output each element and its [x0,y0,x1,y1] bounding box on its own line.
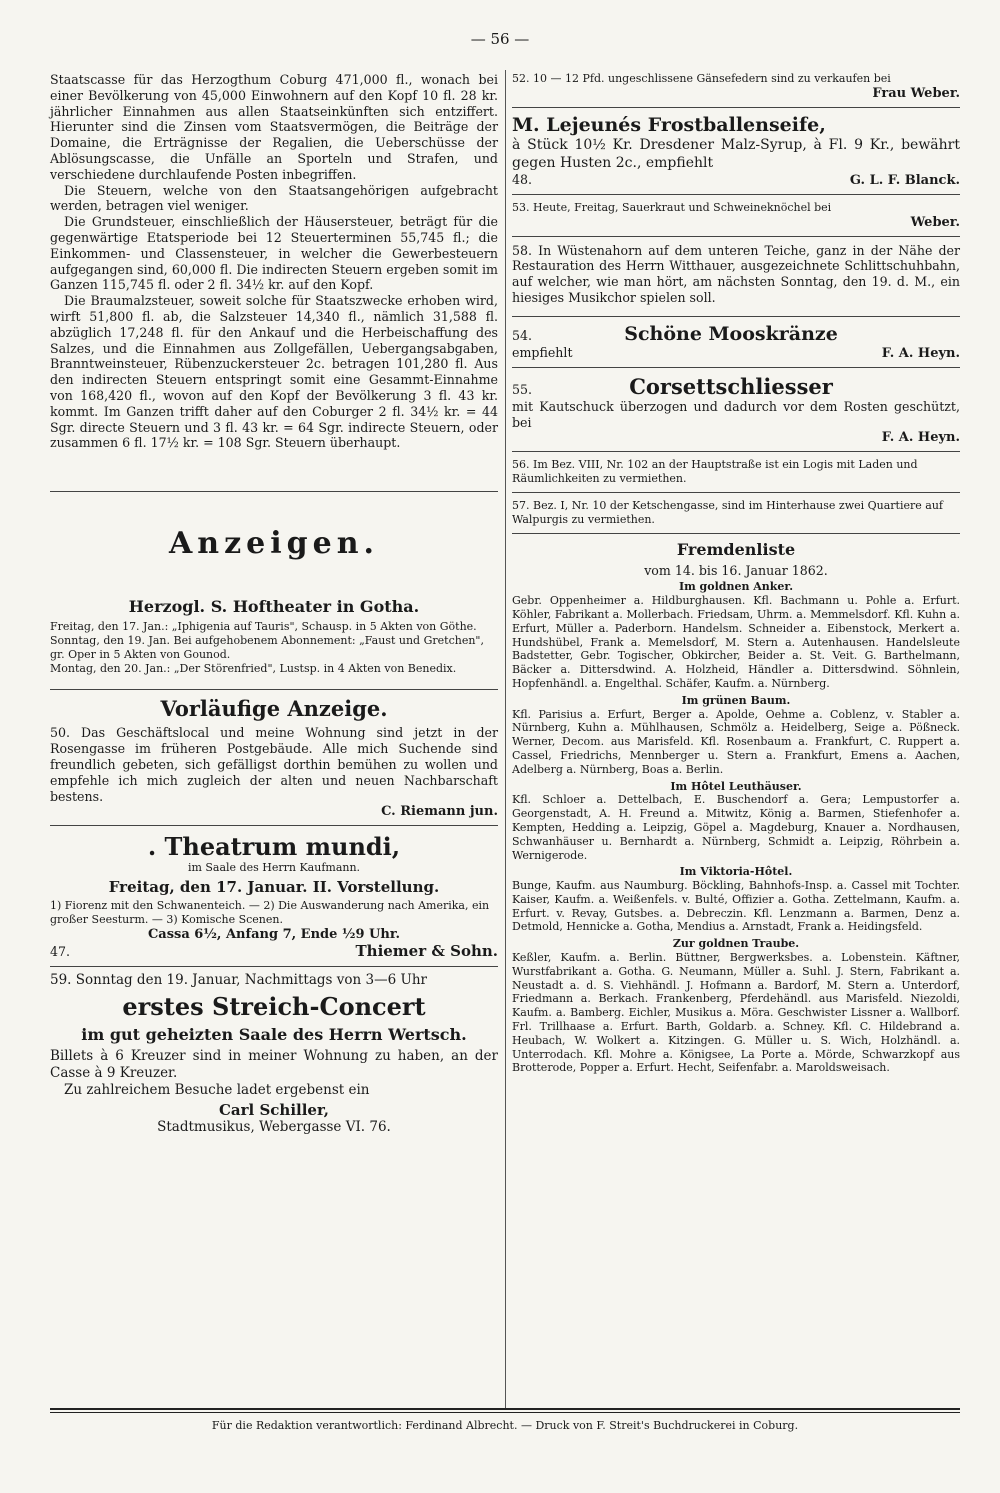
hotel-heading: Im Viktoria-Hôtel. [679,865,793,879]
divider [50,825,498,826]
ad-54-number: 54. [512,327,533,343]
ad-48-text: à Stück 10½ Kr. Dresdener Malz-Syrup, à Fl. 9 Kr., bewährt gegen Husten 2c., empfiehlt [512,136,960,171]
ad-50-signature: C. Riemann jun. [381,804,498,820]
theatrum-mundi-cassa: Cassa 6½, Anfang 7, Ende ½9 Uhr. [147,926,401,942]
ad-48-title: M. Lejeunés Frostballenseife, [512,113,826,136]
right-column [512,72,960,1075]
page-number: — 56 — [470,30,530,48]
divider [512,236,960,237]
ad-47-number: 47. [50,943,71,959]
hotel-guest-list: Bunge, Kaufm. aus Naumburg. Böckling, Bahnhofs-Insp. a. Cassel mit Tochter. Kaiser, Kaufm. a. Weißenfels. v. Bulté, Offizier a. Gotha. Zettelmann, Kaufm. a. Erfurt. v. Revay, Gutsbes. a. Debreczin. Kfl. Lenzmann a. Barmen, Denz a. Detmold, Hennicke a. Gotha, Mendius a. Arnstadt, Frank a. Heidingsfeld. [512,879,960,934]
ad-55-number: 55. [512,381,533,397]
ad-48-signature: G. L. F. Blanck. [849,172,960,188]
divider [512,194,960,195]
article-paragraph-4: Die Braumalzsteuer, soweit solche für Staatszwecke erhoben wird, wirft 51,800 fl. ab, die Salzsteuer 14,340 fl., nämlich 31,588 fl. abzüglich 17,248 fl. für den Ankauf und die Herbeischaffung des Salzes, und die Einnahmen aus Zollgefällen, Uebergangsabgaben, Branntweinsteuer, Rübenzuckersteuer 2c. betragen 101,280 fl. Aus den indirecten Steuern entspringt somit eine Gesammt-Einnahme von 168,420 fl., wovon auf den Kopf der Bevölkerung 3 fl. 43 kr. kommt. Im Ganzen trifft daher auf den Coburger 2 fl. 34½ kr. = 44 Sgr. directe Steuern und 3 fl. 43 kr. = 64 Sgr. indirecte Steuern, oder zusammen 6 fl. 17½ kr. = 108 Sgr. Steuern überhaupt. [50,293,498,451]
theatrum-mundi-signature: Thiemer & Sohn. [355,941,498,960]
hotel-heading: Im Hôtel Leuthäuser. [670,779,802,793]
divider [512,367,960,368]
divider [50,491,498,492]
footer-rule [50,1412,960,1413]
ad-54-signature: F. A. Heyn. [881,345,960,361]
divider [512,533,960,534]
left-column [50,72,498,1135]
ad-54-title: Schöne Mooskränze [624,322,838,345]
column-divider [505,70,506,1410]
ad-48-number: 48. [512,171,533,187]
divider [50,689,498,690]
ad-52-signature: Frau Weber. [872,85,960,101]
anzeigen-heading: Anzeigen. [169,526,379,562]
hotel-guest-list: Kfl. Parisius a. Erfurt, Berger a. Apolde, Oehme a. Coblenz, v. Stabler a. Nürnberg, Kuhn a. Mühlhausen, Schmölz a. Heidelberg, Seige a. Pößneck. Werner, Decom. aus Marisfeld. Kfl. Rosenbaum a. Frankfurt, C. Ruppert a. Cassel, Friedrichs, Mennberger u. Stern a. Frankfurt, Emens a. Aachen, Adelberg a. Nürnberg, Boas a. Berlin. [512,707,960,776]
concert-signature: Carl Schiller, [218,1101,330,1120]
ad-55-title: Corsettschliesser [629,373,833,399]
page-footer [50,1408,960,1432]
article-paragraph-1: Staatscasse für das Herzogthum Coburg 471,000 fl., wonach bei einer Bevölkerung von 45,000 Einwohnern auf den Kopf 10 fl. 28 kr. jährlicher Einnahmen aus allen Staatseinkünften sich entziffert. Hierunter sind die Zinsen vom Staatsvermögen, die Beiträge der Domaine, die Erträgnisse der Regalien, die Ueberschüsse der Ablösungscasse, die Unfälle an Sporteln und Strafen, und verschiedene durchlaufende Posten inbegriffen. [50,72,498,182]
theater-line: Freitag, den 17. Jan.: „Iphigenia auf Tauris", Schausp. in 5 Akten von Göthe. [50,620,477,634]
hotel-guest-list: Kfl. Schloer a. Dettelbach, E. Buschendorf a. Gera; Lempustorfer a. Georgenstadt, A. H. Freund a. Mitwitz, König a. Barmen, Stiefenhofer a. Kempten, Hedding a. Leipzig, Göpel a. Magdeburg, Knauer a. Nordhausen, Schwanhäuser u. Bernhardt a. Nürnberg, Schmidt a. Leipzig, Röhrbein a. Wernigerode. [512,793,960,862]
concert-tickets: Billets à 6 Kreuzer sind in meiner Wohnung zu haben, an der Casse à 9 Kreuzer. [50,1048,498,1082]
theatrum-mundi-venue: im Saale des Herrn Kaufmann. [187,861,361,875]
ad-53-signature: Weber. [910,214,960,230]
hotel-heading: Zur goldnen Traube. [672,937,800,951]
imprint-line: Für die Redaktion verantwortlich: Ferdinand Albrecht. — Druck von F. Streit's Buchdruckerei in Coburg. [211,1419,799,1432]
divider [50,966,498,967]
divider [512,451,960,452]
theatrum-mundi-title: . Theatrum mundi, [147,832,401,862]
hotel-heading: Im goldnen Anker. [678,580,794,594]
footer-rule [50,1408,960,1410]
theatrum-mundi-program: 1) Fiorenz mit den Schwanenteich. — 2) Die Auswanderung nach Amerika, ein großer Seesturm. — 3) Komische Scenen. [50,899,490,926]
ad-57-text: 57. Bez. I, Nr. 10 der Ketschengasse, sind im Hinterhause zwei Quartiere auf Walpurgis zu vermiethen. [512,498,943,526]
ad-54-text: empfiehlt [512,344,573,360]
article-paragraph-3: Die Grundsteuer, einschließlich der Häusersteuer, beträgt für die gegenwärtige Etatsperiode bei 12 Steuerterminen 55,745 fl.; die Einkommen- und Classensteuer, in welcher die Gewerbesteuern aufgegangen sind, 60,000 fl. Die indirecten Steuern ergeben somit im Ganzen 115,745 fl. oder 2 fl. 34½ kr. auf den Kopf. [50,214,498,293]
ad-59-heading: 59. Sonntag den 19. Januar, Nachmittags von 3—6 Uhr [50,971,427,988]
ad-53-text: 53. Heute, Freitag, Sauerkraut und Schweineknöchel bei [512,200,832,214]
concert-title: erstes Streich-Concert [122,992,426,1022]
ad-55-text: mit Kautschuck überzogen und dadurch vor dem Rosten geschützt, bei [512,398,960,430]
theater-heading: Herzogl. S. Hoftheater in Gotha. [128,597,420,617]
ad-52-text: 52. 10 — 12 Pfd. ungeschlissene Gänsefedern sind zu verkaufen bei [512,72,891,85]
ad-58-text: 58. In Wüstenahorn auf dem unteren Teiche, ganz in der Nähe der Restauration des Herrn Witthauer, ausgezeichnete Schlittschuhbahn, auf welcher, wie man hört, am nächsten Sonntag, den 19. d. M., ein hiesiges Musikchor spielen soll. [512,242,960,305]
theater-line: Montag, den 20. Jan.: „Der Störenfried", Lustsp. in 4 Akten von Benedix. [50,661,457,675]
divider [512,316,960,317]
hotel-guest-list: Gebr. Oppenheimer a. Hildburghausen. Kfl. Bachmann u. Pohle a. Erfurt. Köhler, Fabrikant a. Mollerbach. Friedsam, Uhrm. a. Memmelsdorf. Kfl. Kuhn a. Erfurt, Müller a. Paderborn. Handelsm. Schneider a. Eibenstock, Merkert a. Hundshübel, Frank a. Memelsdorf, M. Stern a. Autenhausen. Handelsleute Badstetter, Gebr. Togischer, Obkircher, Beider a. St. Veit. G. Barthelmann, Bäcker a. Dittersdwind. A. Holzheid, Händler a. Dittersdwind. Söhnlein, Hopfenhändl. a. Engelthal. Schäfer, Kaufm. a. Nürnberg. [512,594,960,690]
concert-venue: im gut geheizten Saale des Herrn Wertsch. [81,1025,467,1045]
fremdenliste-date: vom 14. bis 16. Januar 1862. [644,562,828,578]
ad-50-text: 50. Das Geschäftslocal und meine Wohnung sind jetzt in der Rosengasse im früheren Postgebäude. Alle mich Suchende sind freundlich gebeten, sich gefälligst dorthin bemühen zu wollen und empfehle ich mich zugleich der alten und neuen Nachbarschaft bestens. [50,725,498,804]
article-paragraph-2: Die Steuern, welche von den Staatsangehörigen aufgebracht werden, betragen viel weniger. [50,182,498,214]
vorlaeufige-heading: Vorläufige Anzeige. [160,696,388,722]
divider [512,107,960,108]
ad-56-text: 56. Im Bez. VIII, Nr. 102 an der Hauptstraße ist ein Logis mit Laden und Räumlichkeiten zu vermiethen. [512,458,918,486]
ad-55-signature: F. A. Heyn. [881,430,960,446]
theater-line: Sonntag, den 19. Jan. Bei aufgehobenem Abonnement: „Faust und Gretchen", gr. Oper in 5 Akten von Gounod. [50,633,484,661]
theatrum-mundi-date: Freitag, den 17. Januar. II. Vorstellung. [108,878,440,897]
fremdenliste-heading: Fremdenliste [676,539,796,559]
concert-invitation: Zu zahlreichem Besuche ladet ergebenst ein [64,1082,370,1099]
concert-signature-title: Stadtmusikus, Webergasse VI. 76. [157,1119,391,1136]
hotel-heading: Im grünen Baum. [681,693,791,707]
divider [512,492,960,493]
hotel-guest-list: Keßler, Kaufm. a. Berlin. Büttner, Bergwerksbes. a. Lobenstein. Käftner, Wurstfabrikant a. Gotha. G. Neumann, Müller a. Suhl. J. Stern, Fabrikant a. Neustadt a. d. S. Viehhändl. J. Hofmann a. Bardorf, M. Stern a. Unterdorf, Friedmann a. Berkach. Frankenberg, Pferdehändl. aus Marisfeld. Niezoldi, Kaufm. a. Bamberg. Eichler, Musikus a. Möra. Geschwister Lissner a. Wallborf. Frl. Trillhaase a. Erfurt. Barth, Goldarb. a. Schney. Kfl. C. Hildebrand a. Heubach, W. Wolkert a. Kitzingen. G. Müller u. S. Wich, Holzhändl. a. Unterrodach. Kfl. Mohre a. Königsee, La Porte a. Mörde, Schwarzkopf aus Brotterode, Popper a. Erfurt. Hecht, Seifenfabr. a. Maroldsweisach. [512,951,960,1075]
